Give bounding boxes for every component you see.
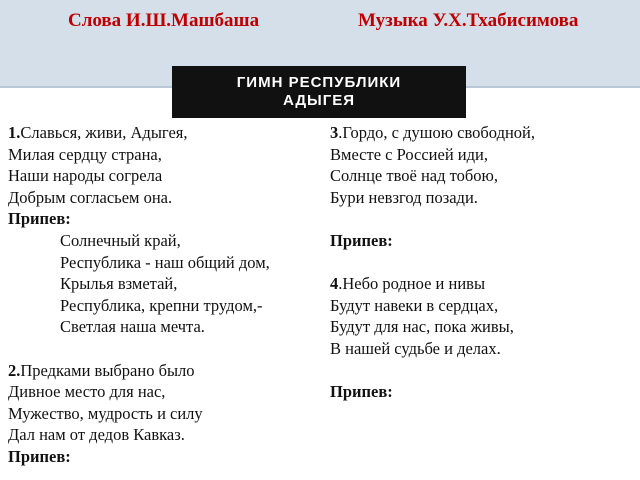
spacer xyxy=(8,338,270,360)
chorus-line-3: Крылья взметай, xyxy=(60,274,178,294)
spacer xyxy=(330,360,535,382)
verse-line-text: .Гордо, с душою свободной, xyxy=(338,123,535,142)
verse-3-line-3: Солнце твоё над тобою, xyxy=(330,166,498,186)
verse-2-line-4: Дал нам от дедов Кавказ. xyxy=(8,425,185,445)
verse-4-line-2: Будут навеки в сердцах, xyxy=(330,295,499,315)
verse-2-line-3: Мужество, мудрость и силу xyxy=(8,403,203,423)
chorus-label-4: Припев: xyxy=(330,382,393,402)
verse-2-line-2: Дивное место для нас, xyxy=(8,382,166,402)
music-credit: Музыка У.Х.Тхабисимова xyxy=(358,10,579,31)
verse-line-text: Предками выбрано было xyxy=(20,360,195,380)
verse-2-number: 2. xyxy=(8,360,21,380)
verse-line-text: .Небо родное и нивы xyxy=(338,274,486,294)
anthem-title-line-2: АДЫГЕЯ xyxy=(282,92,356,109)
right-column xyxy=(330,122,535,403)
verse-2-line-1 xyxy=(8,360,270,382)
verse-3-line-1 xyxy=(330,122,535,144)
verse-3-number: 3 xyxy=(330,123,339,142)
verse-4-line-3: Будут для нас, пока живы, xyxy=(330,317,514,337)
verse-3-line-4: Бури невзгод позади. xyxy=(330,187,478,207)
spacer xyxy=(330,208,535,230)
chorus-line-5: Светлая наша мечта. xyxy=(60,317,205,337)
left-column xyxy=(8,122,270,468)
verse-4-line-4: В нашей судьбе и делах. xyxy=(330,338,501,358)
chorus-label-1: Припев: xyxy=(8,209,71,229)
anthem-title-box xyxy=(172,66,466,118)
verse-1-line-4: Добрым согласьем она. xyxy=(8,187,173,207)
verse-1-line-1 xyxy=(8,122,270,144)
verse-1-line-3: Наши народы согрела xyxy=(8,166,163,186)
chorus-line-1: Солнечный край, xyxy=(60,230,181,250)
chorus-line-4: Республика, крепни трудом,- xyxy=(60,295,263,315)
verse-4-number: 4 xyxy=(330,274,339,294)
chorus-label-2: Припев: xyxy=(8,446,71,466)
verse-1-number: 1. xyxy=(8,123,21,142)
spacer xyxy=(330,252,535,274)
verse-4-line-1 xyxy=(330,273,535,295)
verse-line-text: Славься, живи, Адыгея, xyxy=(20,123,188,142)
verse-1-line-2: Милая сердцу страна, xyxy=(8,144,162,164)
lyrics-credit: Слова И.Ш.Машбаша xyxy=(68,10,260,31)
anthem-title-line-1: ГИМН РЕСПУБЛИКИ xyxy=(236,74,402,91)
chorus-line-2: Республика - наш общий дом, xyxy=(60,252,270,272)
verse-3-line-2: Вместе с Россией иди, xyxy=(330,144,488,164)
chorus-label-3: Припев: xyxy=(330,230,393,250)
